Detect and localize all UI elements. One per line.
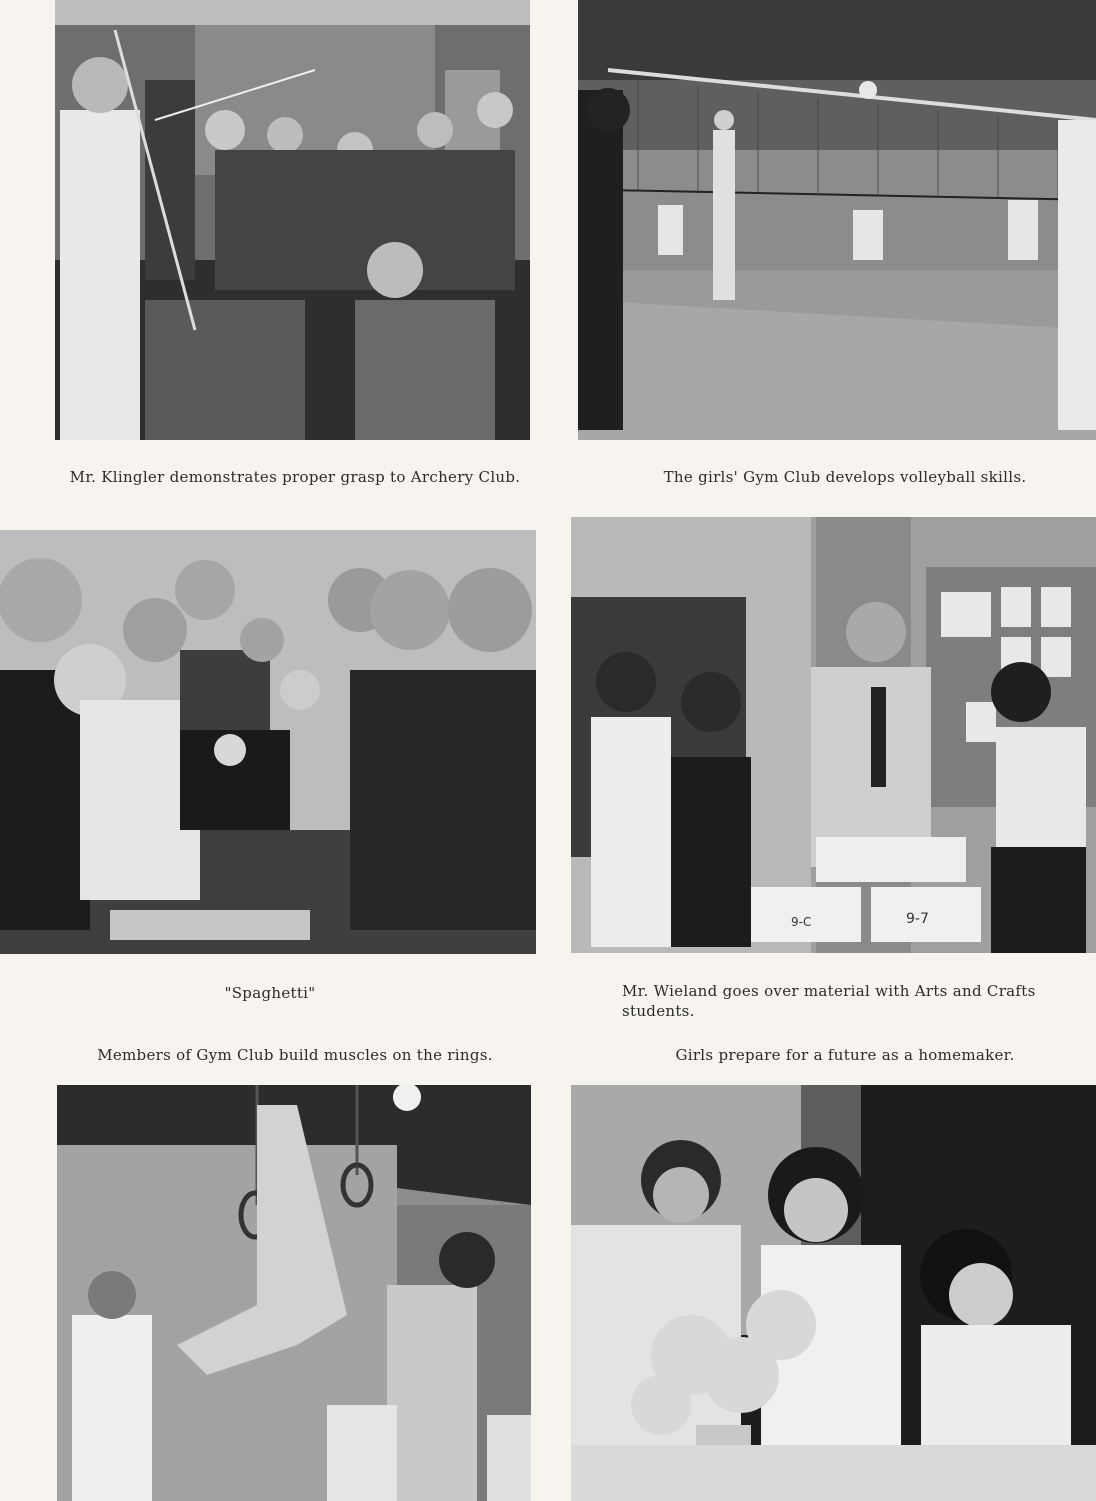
spaghetti-photo [0,530,536,954]
arts-photo [571,517,1096,953]
homemaker-caption: Girls prepare for a future as a homemaker. [675,1046,1015,1064]
box-label-left: 9-C [791,915,812,929]
box-label-right: 9-7 [906,911,929,927]
volleyball-photo [578,0,1096,440]
archery-photo [55,0,530,440]
homemaker-photo [571,1085,1096,1501]
volleyball-caption: The girls' Gym Club develops volleyball skills. [663,468,1027,486]
arts-caption: Mr. Wieland goes over material with Arts and Crafts students. [622,982,1036,1020]
rings-caption: Members of Gym Club build muscles on the rings. [97,1046,493,1064]
rings-photo [57,1085,531,1501]
spaghetti-caption: "Spaghetti" [224,984,316,1002]
archery-caption: Mr. Klingler demonstrates proper grasp to Archery Club. [69,468,521,486]
